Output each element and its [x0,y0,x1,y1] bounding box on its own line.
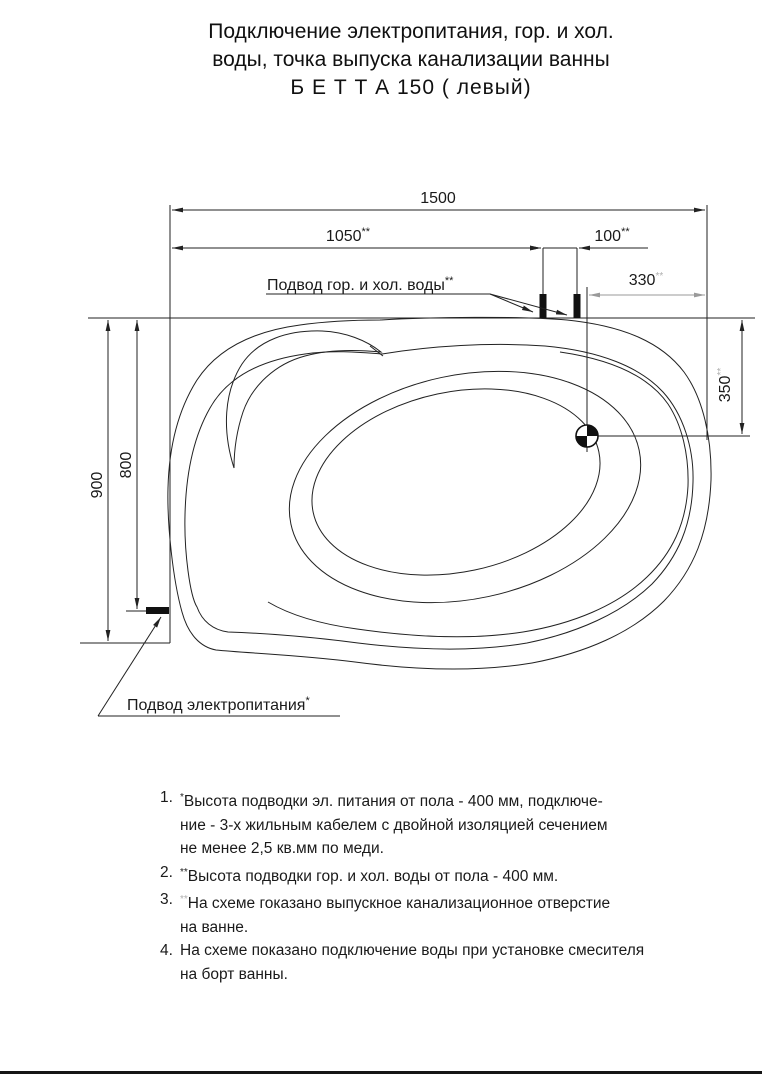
footnotes [160,786,720,986]
note-4-line-1: 4. На схеме показано подключение воды при установке смесителя [160,942,645,959]
electric-supply-label: Подвод электропитания* [127,695,310,714]
connection-points [146,294,598,614]
note-3-line-2: на ванне. [180,918,249,936]
dim-800-text: 800 [118,451,135,479]
electric-supply-point [146,607,169,614]
water-pipe-cold [574,294,581,318]
note-4-line-2: на борт ванны. [180,965,288,983]
note-1-line-3: не менее 2,5 кв.мм по меди. [180,840,384,857]
title-line-3: Б Е Т Т А 150 ( левый) [290,76,532,99]
note-3-line-1: 3. **На схеме гоказано выпускное канализационное отверстие [160,891,611,912]
dim-1500-text: 1500 [420,190,456,207]
basin-outer-edge [268,340,663,633]
page-bottom-border [0,1071,762,1074]
extension-lines [80,205,755,643]
dim-100-text: 100** [594,226,630,245]
water-pipe-hot [540,294,547,318]
bathtub-outline-group [168,317,711,669]
note-1-line-1: 1. *Высота подводки эл. питания от пола - 400 мм, подключе- [160,789,603,810]
water-supply-label: Подвод гор. и хол. воды** [267,275,454,294]
drain-symbol [576,425,598,447]
dim-1050-text: 1050** [325,226,371,245]
dim-330-text: 330** [628,271,664,289]
water-leader-1 [490,294,533,312]
headrest-crescent [226,331,381,468]
dim-900-text: 900 [89,471,106,499]
tub-rim-line [185,344,693,649]
tub-rim-line-2 [268,352,688,637]
note-1-line-2: ние - 3-х жильным кабелем с двойной изоляцией сечением [180,816,608,834]
dim-350-text: 350** [716,367,734,403]
water-leader-2 [490,294,567,315]
title-line-2: воды, точка выпуска канализации ванны [212,48,610,71]
note-2-line-1: 2. **Высота подводки гор. и хол. воды от пола - 400 мм. [160,863,559,885]
title-line-1: Подключение электропитания, гор. и хол. [208,20,614,43]
